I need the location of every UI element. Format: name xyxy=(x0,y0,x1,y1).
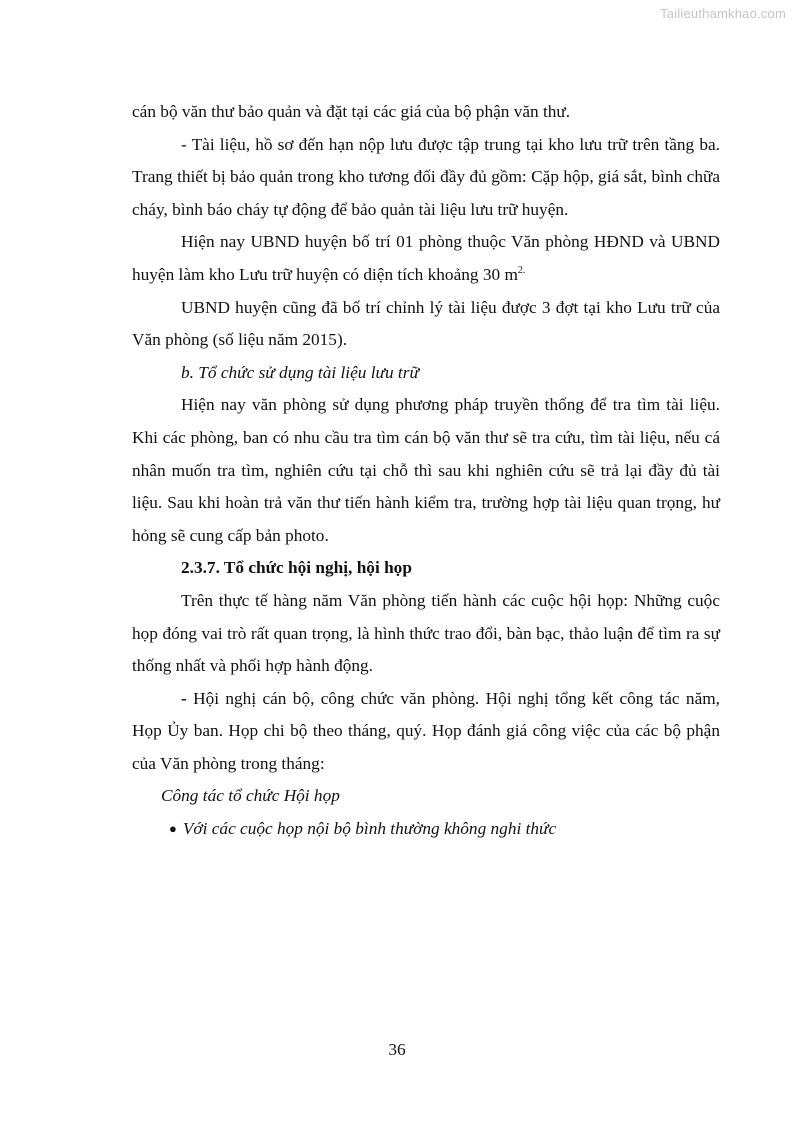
superscript: 2. xyxy=(517,265,526,277)
paragraph-text: Hội nghị cán bộ, công chức văn phòng. Hội nghị tổng kết công tác năm, Họp Ủy ban. Họp chi bộ theo tháng, quý. Họp đánh giá công việc của các bộ phận của Văn phòng trong tháng: xyxy=(132,688,720,773)
bullet-icon: ● xyxy=(169,821,177,837)
paragraph: cán bộ văn thư bảo quản và đặt tại các giá của bộ phận văn thư. xyxy=(132,102,571,121)
document-body xyxy=(132,96,720,847)
paragraph xyxy=(132,226,720,291)
dash-marker: - xyxy=(181,688,187,708)
paragraph xyxy=(132,683,720,781)
paragraph: - Tài liệu, hồ sơ đến hạn nộp lưu được tập trung tại kho lưu trữ trên tầng ba. Trang thiết bị bảo quản trong kho tương đối đầy đủ gồm: Cặp hộp, giá sắt, bình chữa cháy, bình báo cháy tự động để bảo quản tài liệu lưu trữ huyện. xyxy=(132,134,720,219)
bullet-text: Với các cuộc họp nội bộ bình thường không nghi thức xyxy=(182,819,557,839)
subsection-heading: b. Tổ chức sử dụng tài liệu lưu trữ xyxy=(181,362,419,382)
paragraph: UBND huyện cũng đã bố trí chỉnh lý tài liệu được 3 đợt tại kho Lưu trữ của Văn phòng (số liệu năm 2015). xyxy=(132,297,720,350)
bullet-item xyxy=(132,813,720,847)
paragraph: Trên thực tế hàng năm Văn phòng tiến hành các cuộc hội họp: Những cuộc họp đóng vai trò rất quan trọng, là hình thức trao đổi, bàn bạc, thảo luận để tìm ra sự thống nhất và phối hợp hành động. xyxy=(132,590,720,676)
paragraph-text: Hiện nay UBND huyện bố trí 01 phòng thuộc Văn phòng HĐND và UBND huyện làm kho Lưu trữ huyện có diện tích khoảng 30 m xyxy=(132,232,720,284)
section-heading: 2.3.7. Tổ chức hội nghị, hội họp xyxy=(181,558,412,578)
italic-line: Công tác tổ chức Hội họp xyxy=(161,786,340,806)
page-number: 36 xyxy=(388,1040,406,1059)
paragraph: Hiện nay văn phòng sử dụng phương pháp truyền thống để tra tìm tài liệu. Khi các phòng, ban có nhu cầu tra tìm cán bộ văn thư sẽ tra cứu, tìm tài liệu, nếu cá nhân muốn tra tìm, nghiên cứu tại chỗ thì sau khi nghiên cứu sẽ trả lại đầy đủ tài liệu. Sau khi hoàn trả văn thư tiến hành kiểm tra, trường hợp tài liệu quan trọng, hư hỏng sẽ cung cấp bản photo. xyxy=(132,395,720,545)
watermark: Tailieuthamkhao.com xyxy=(660,6,786,21)
